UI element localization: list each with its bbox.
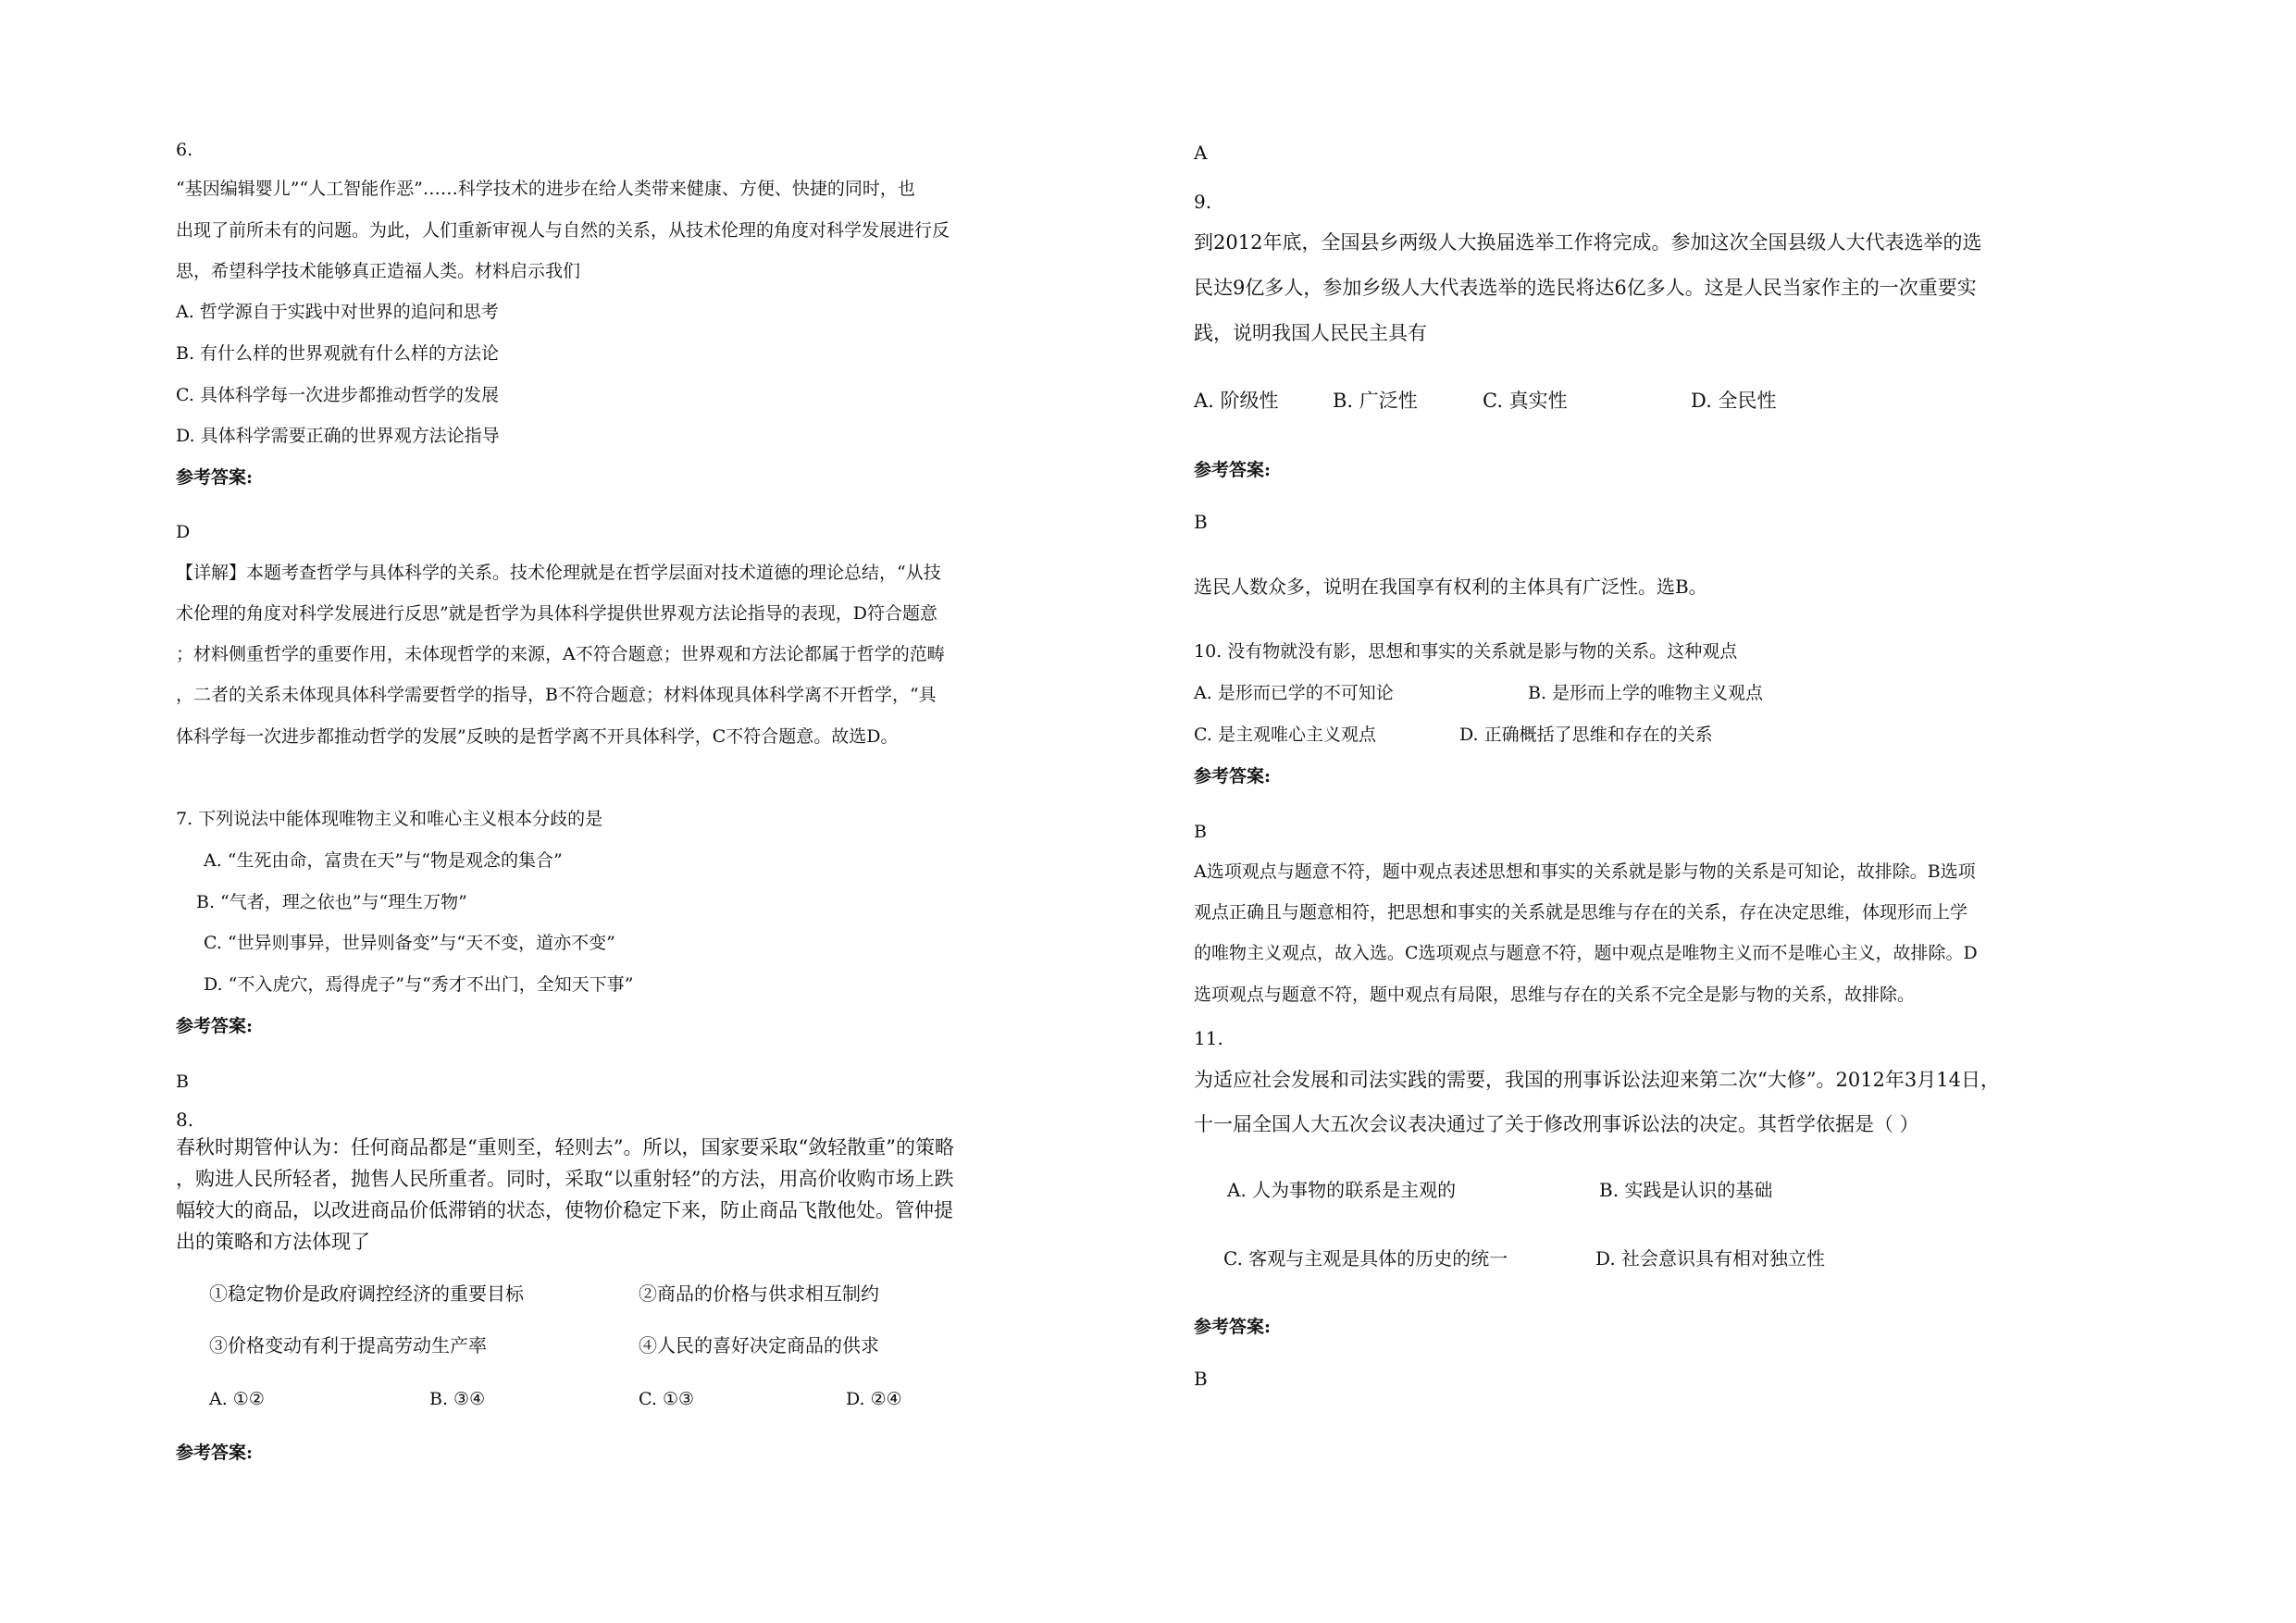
- q9-stem-line-3: 践，说明我国人民民主具有: [1194, 322, 1427, 344]
- q6-explain-line-3: ；材料侧重哲学的重要作用，未体现哲学的来源，A不符合题意；世界观和方法论都属于哲学的范畴: [176, 644, 945, 664]
- q11-answer: B: [1194, 1368, 1208, 1390]
- q6-answer: D: [176, 522, 191, 542]
- q9-number: 9.: [1194, 191, 1212, 213]
- q11-option-a: A. 人为事物的联系是主观的: [1227, 1179, 1457, 1201]
- q8-item-4: ④人民的喜好决定商品的供求: [639, 1334, 879, 1357]
- q10-explain-line-1: A选项观点与题意不符，题中观点表述思想和事实的关系就是影与物的关系是可知论，故排除。B选项: [1194, 861, 1976, 882]
- q6-explain-line-5: 体科学每一次进步都推动哲学的发展”反映的是哲学离不开具体科学，C不符合题意。故选D。: [176, 726, 899, 747]
- q8-stem-line-4: 出的策略和方法体现了: [176, 1231, 370, 1253]
- q7-answer-label: 参考答案:: [176, 1016, 254, 1036]
- q6-stem-line-3: 思，希望科学技术能够真正造福人类。材料启示我们: [176, 261, 581, 281]
- q9-option-b: B. 广泛性: [1333, 390, 1418, 412]
- q7-option-a: A. “生死由命，富贵在天”与“物是观念的集合”: [204, 850, 563, 871]
- q6-explain-line-1: 【详解】本题考查哲学与具体科学的关系。技术伦理就是在哲学层面对技术道德的理论总结，“从技: [176, 563, 941, 583]
- q8-option-c: C. ①③: [639, 1389, 695, 1409]
- q7-answer: B: [176, 1072, 189, 1092]
- q9-explain: 选民人数众多，说明在我国享有权利的主体具有广泛性。选B。: [1194, 576, 1707, 598]
- q9-option-c: C. 真实性: [1483, 390, 1568, 412]
- q10-stem: 10. 没有物就没有影，思想和事实的关系就是影与物的关系。这种观点: [1194, 641, 1738, 662]
- q6-answer-label: 参考答案:: [176, 467, 254, 488]
- q6-option-b: B. 有什么样的世界观就有什么样的方法论: [176, 343, 500, 364]
- q8-item-3: ③价格变动有利于提高劳动生产率: [209, 1334, 487, 1357]
- q10-explain-line-3: 的唯物主义观点，故入选。C选项观点与题意不符，题中观点是唯物主义而不是唯心主义，故排除。D: [1194, 943, 1978, 963]
- q8-answer-label: 参考答案:: [176, 1443, 254, 1463]
- q8-option-a: A. ①②: [209, 1389, 265, 1409]
- q10-explain-line-4: 选项观点与题意不符，题中观点有局限，思维与存在的关系不完全是影与物的关系，故排除。: [1194, 985, 1916, 1005]
- q9-option-d: D. 全民性: [1691, 390, 1777, 412]
- q10-option-d: D. 正确概括了思维和存在的关系: [1459, 725, 1713, 745]
- q6-option-a: A. 哲学源自于实践中对世界的追问和思考: [176, 302, 499, 322]
- q7-option-c: C. “世异则事异，世异则备变”与“天不变，道亦不变”: [204, 933, 615, 953]
- q8-stem-line-1: 春秋时期管仲认为：任何商品都是“重则至，轻则去”。所以，国家要采取“敛轻散重”的策略: [176, 1136, 954, 1158]
- q8-stem-line-2: ，购进人民所轻者，抛售人民所重者。同时，采取“以重射轻”的方法，用高价收购市场上跌: [176, 1168, 954, 1190]
- q10-option-c: C. 是主观唯心主义观点: [1194, 725, 1376, 745]
- q10-answer: B: [1194, 822, 1207, 842]
- q9-option-a: A. 阶级性: [1194, 390, 1279, 412]
- q6-option-d: D. 具体科学需要正确的世界观方法论指导: [176, 426, 500, 446]
- q6-option-c: C. 具体科学每一次进步都推动哲学的发展: [176, 385, 499, 405]
- q11-option-d: D. 社会意识具有相对独立性: [1595, 1247, 1826, 1270]
- q10-option-a: A. 是形而已学的不可知论: [1194, 683, 1394, 703]
- q6-number: 6.: [176, 140, 193, 160]
- q11-number: 11.: [1194, 1027, 1223, 1049]
- q9-answer-label: 参考答案:: [1194, 460, 1272, 480]
- q7-option-b: B. “气者，理之依也”与“理生万物”: [196, 892, 467, 912]
- q8-number: 8.: [176, 1109, 194, 1131]
- q9-stem-line-1: 到2012年底，全国县乡两级人大换届选举工作将完成。参加这次全国县级人大代表选举的选: [1194, 231, 1982, 254]
- q11-stem-line-1: 为适应社会发展和司法实践的需要，我国的刑事诉讼法迎来第二次“大修”。2012年3月14日，: [1194, 1069, 2000, 1091]
- q11-option-c: C. 客观与主观是具体的历史的统一: [1223, 1247, 1508, 1270]
- q8-option-b: B. ③④: [429, 1389, 486, 1409]
- q6-stem-line-1: “基因编辑婴儿”“人工智能作恶”……科学技术的进步在给人类带来健康、方便、快捷的同时，也: [176, 179, 915, 199]
- q8-item-1: ①稳定物价是政府调控经济的重要目标: [209, 1282, 524, 1305]
- q7-option-d: D. “不入虎穴，焉得虎子”与“秀才不出门，全知天下事”: [204, 974, 634, 995]
- q8-answer: A: [1194, 142, 1208, 164]
- q8-item-2: ②商品的价格与供求相互制约: [639, 1282, 879, 1305]
- q10-explain-line-2: 观点正确且与题意相符，把思想和事实的关系就是思维与存在的关系，存在决定思维，体现形而上学: [1194, 902, 1968, 923]
- q6-stem-line-2: 出现了前所未有的问题。为此，人们重新审视人与自然的关系，从技术伦理的角度对科学发展进行反: [176, 220, 950, 241]
- q9-stem-line-2: 民达9亿多人，参加乡级人大代表选举的选民将达6亿多人。这是人民当家作主的一次重要实: [1194, 277, 1977, 299]
- q10-option-b: B. 是形而上学的唯物主义观点: [1528, 683, 1764, 703]
- q6-explain-line-4: ，二者的关系未体现具体科学需要哲学的指导，B不符合题意；材料体现具体科学离不开哲学，“具: [176, 685, 937, 705]
- q10-answer-label: 参考答案:: [1194, 766, 1272, 787]
- q9-answer: B: [1194, 511, 1208, 533]
- q6-explain-line-2: 术伦理的角度对科学发展进行反思”就是哲学为具体科学提供世界观方法论指导的表现，D符合题意: [176, 603, 937, 624]
- q8-option-d: D. ②④: [846, 1389, 902, 1409]
- q11-stem-line-2: 十一届全国人大五次会议表决通过了关于修改刑事诉讼法的决定。其哲学依据是（ ）: [1194, 1113, 1919, 1135]
- q7-stem: 7. 下列说法中能体现唯物主义和唯心主义根本分歧的是: [176, 809, 603, 829]
- q11-answer-label: 参考答案:: [1194, 1317, 1272, 1337]
- q8-stem-line-3: 幅较大的商品，以改进商品价低滞销的状态，使物价稳定下来，防止商品飞散他处。管仲提: [176, 1199, 953, 1221]
- q11-option-b: B. 实践是认识的基础: [1599, 1179, 1773, 1201]
